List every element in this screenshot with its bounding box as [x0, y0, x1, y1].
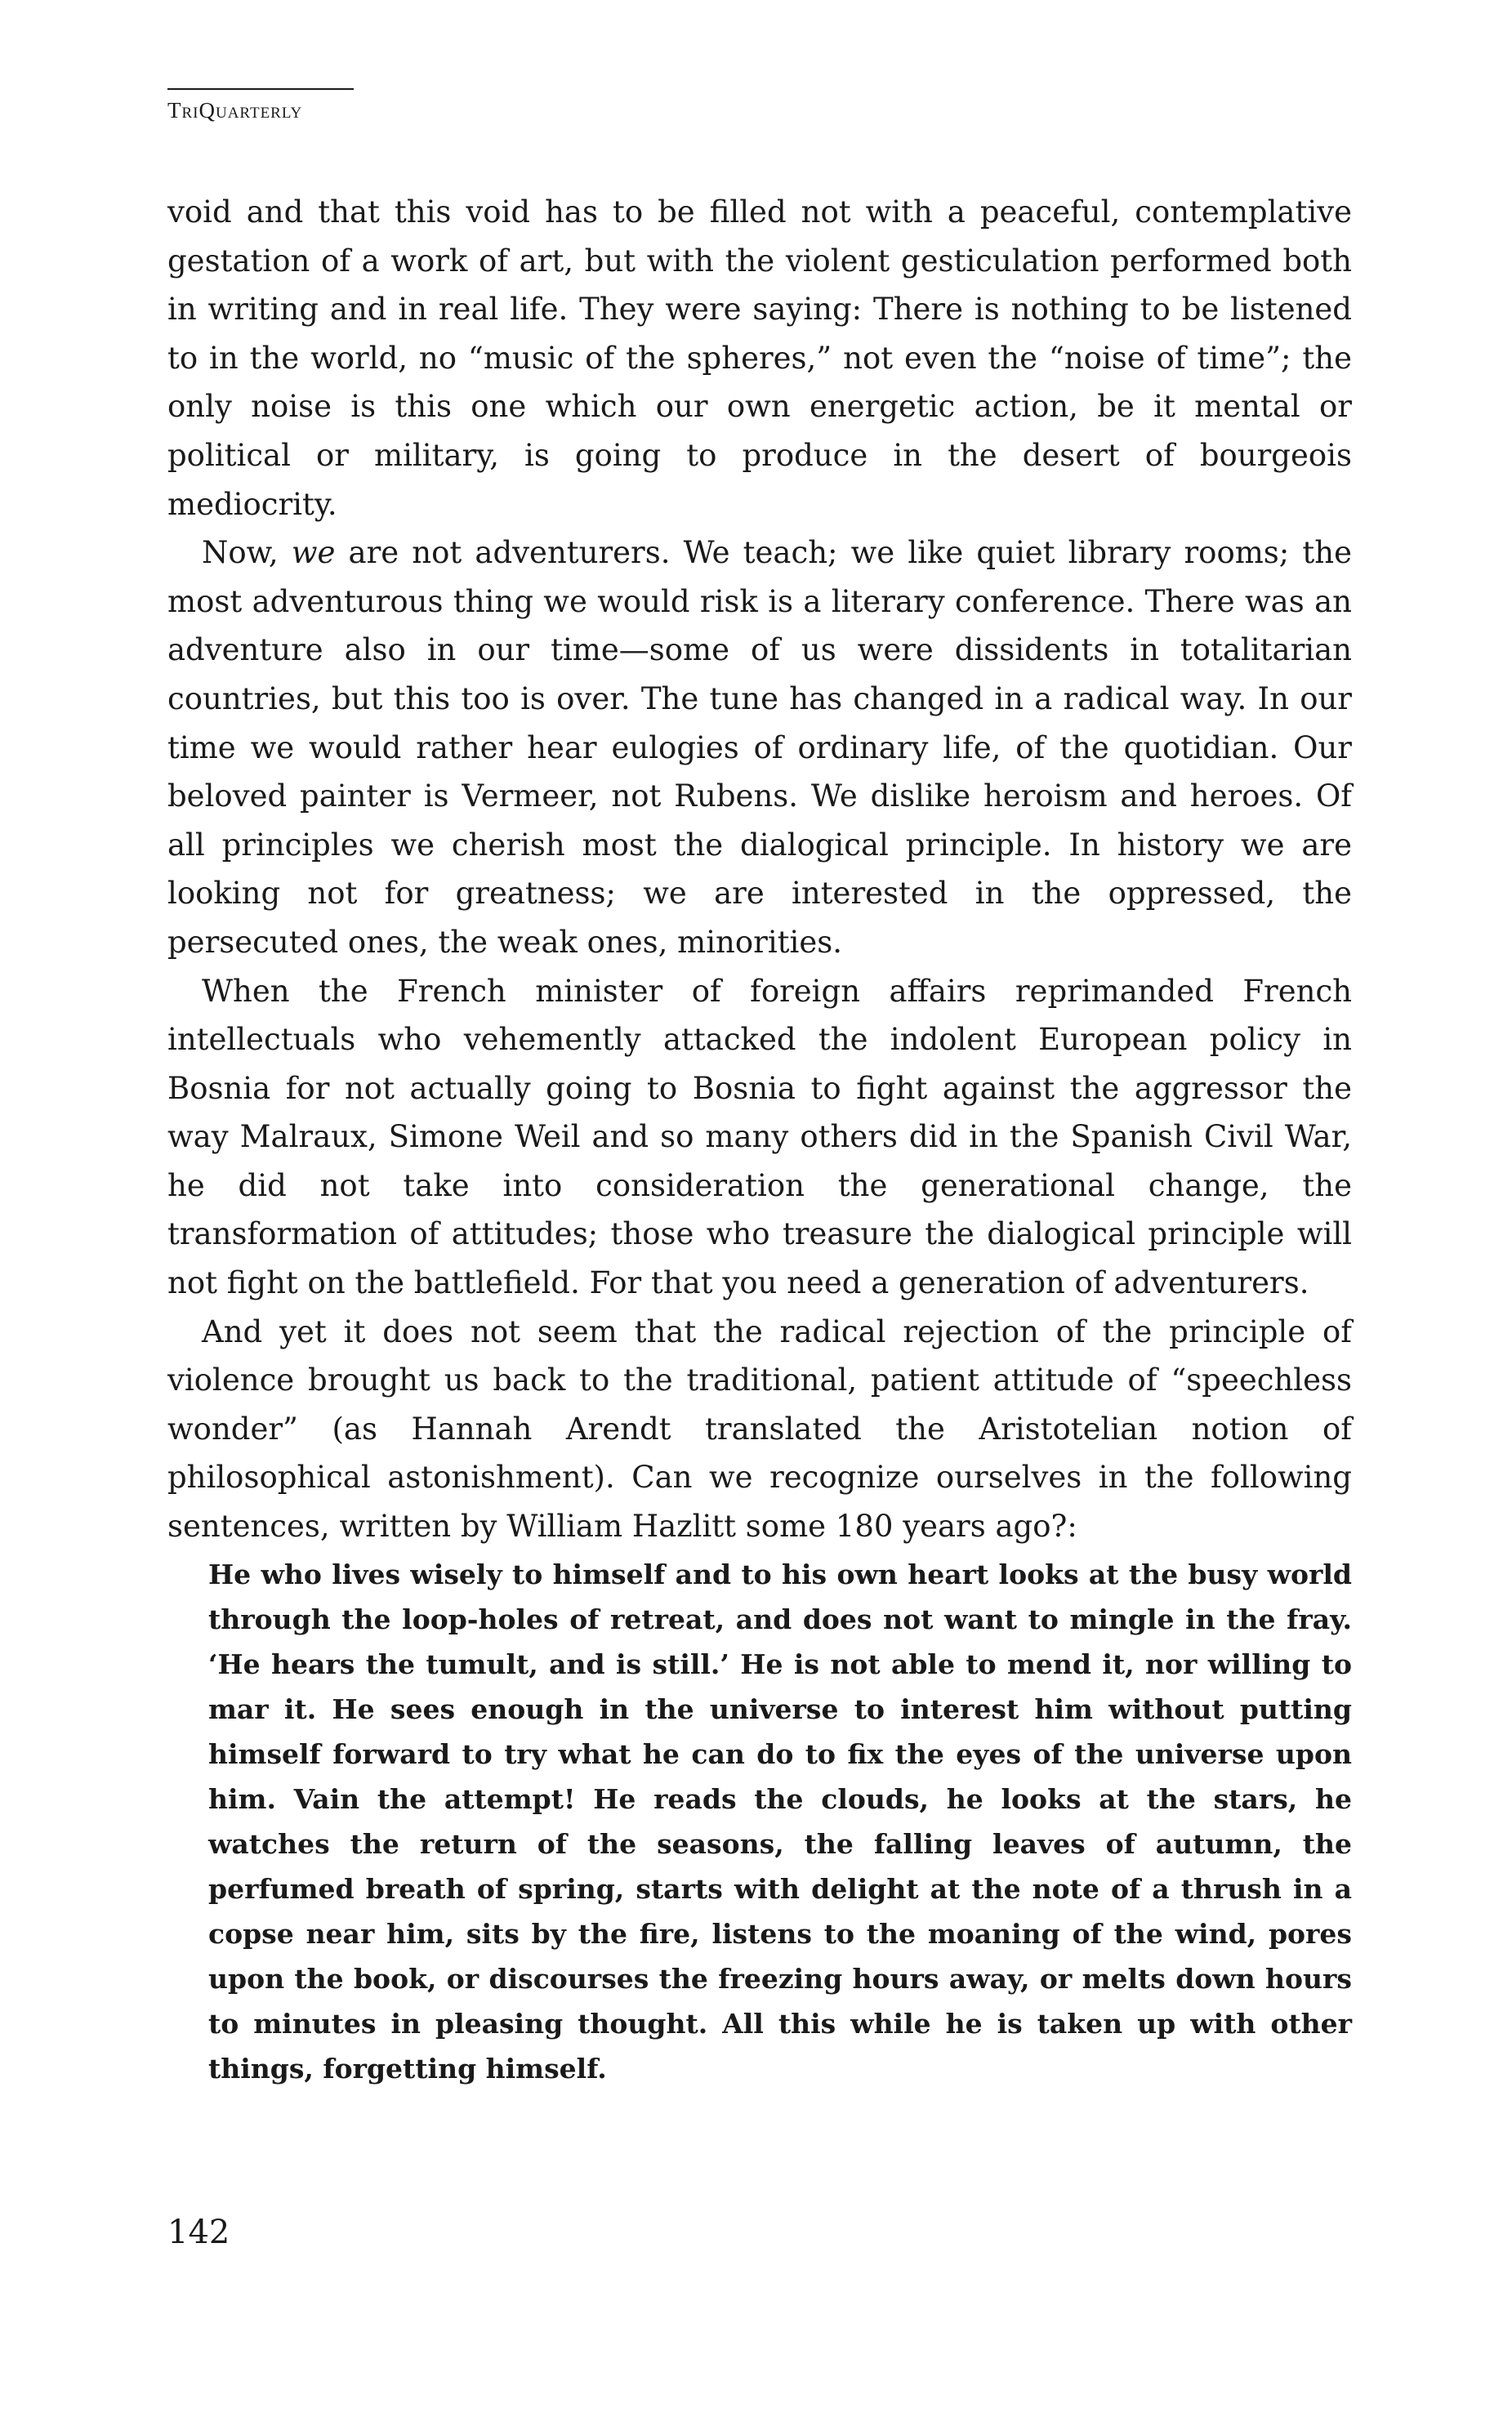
page-number: 142: [167, 2214, 230, 2251]
paragraph-4: And yet it does not seem that the radical rejection of the principle of violence brought us back to the traditional, patient attitude of “speechless wonder” (as Hannah Arendt translated the Aristotelian notion of philosophical astonishment). Can we recognize ourselves in the following sentences, written by William Hazlitt some 180 years ago?:: [167, 1313, 1352, 1545]
running-head: TriQuarterly: [167, 98, 303, 123]
paragraph-1: void and that this void has to be filled not with a peaceful, contemplative gestation of a work of art, but with the violent gesticulation performed both in writing and in real life. They were saying: There is nothing to be listened to in the world, no “music of the spheres,” not even the “noise of time”; the only noise is this one which our own energetic action, be it mental or political or military, is going to produce in the desert of bourgeois mediocrity.: [167, 194, 1352, 522]
paragraph-2-rest: are not adventurers. We teach; we like quiet library rooms; the most adventurous thing we would risk is a literary conference. There was an adventure also in our time—some of us were dissidents in totalitarian countries, but this too is over. The tune has changed in a radical way. In our time we would rather hear eulogies of ordinary life, of the quotidian. Our beloved painter is Vermeer, not Rubens. We dislike heroism and heroes. Of all principles we cherish most the dialogical principle. In history we are looking not for greatness; we are interested in the oppressed, the persecuted ones, the weak ones, minorities.: [167, 535, 1352, 960]
paragraph-2-emphasis: we: [291, 535, 336, 571]
paragraph-3: When the French minister of foreign affairs reprimanded French intellectuals who vehemently attacked the indolent European policy in Bosnia for not actually going to Bosnia to fight against the aggressor the way Malraux, Simone Weil and so many others did in the Spanish Civil War, he did not take into consideration the generational change, the transformation of attitudes; those who treasure the dialogical principle will not fight on the battlefield. For that you need a generation of adventurers.: [167, 973, 1352, 1301]
paragraph-2: [167, 528, 1352, 966]
block-quote: He who lives wisely to himself and to his own heart looks at the busy world through the loop-holes of retreat, and does not want to mingle in the fray. ‘He hears the tumult, and is still.’ He is not able to mend it, nor willing to mar it. He sees enough in the universe to interest him without putting himself forward to try what he can do to fix the eyes of the universe upon him. Vain the attempt! He reads the clouds, he looks at the stars, he watches the return of the seasons, the falling leaves of autumn, the perfumed breath of spring, starts with delight at the note of a thrush in a copse near him, sits by the fire, listens to the moaning of the wind, pores upon the book, or discourses the freezing hours away, or melts down hours to minutes in pleasing thought. All this while he is taken up with other things, forgetting himself.: [208, 1559, 1352, 2085]
header-rule: [167, 88, 354, 90]
body-text: [167, 188, 1352, 1551]
paragraph-2-start: Now,: [202, 535, 292, 571]
